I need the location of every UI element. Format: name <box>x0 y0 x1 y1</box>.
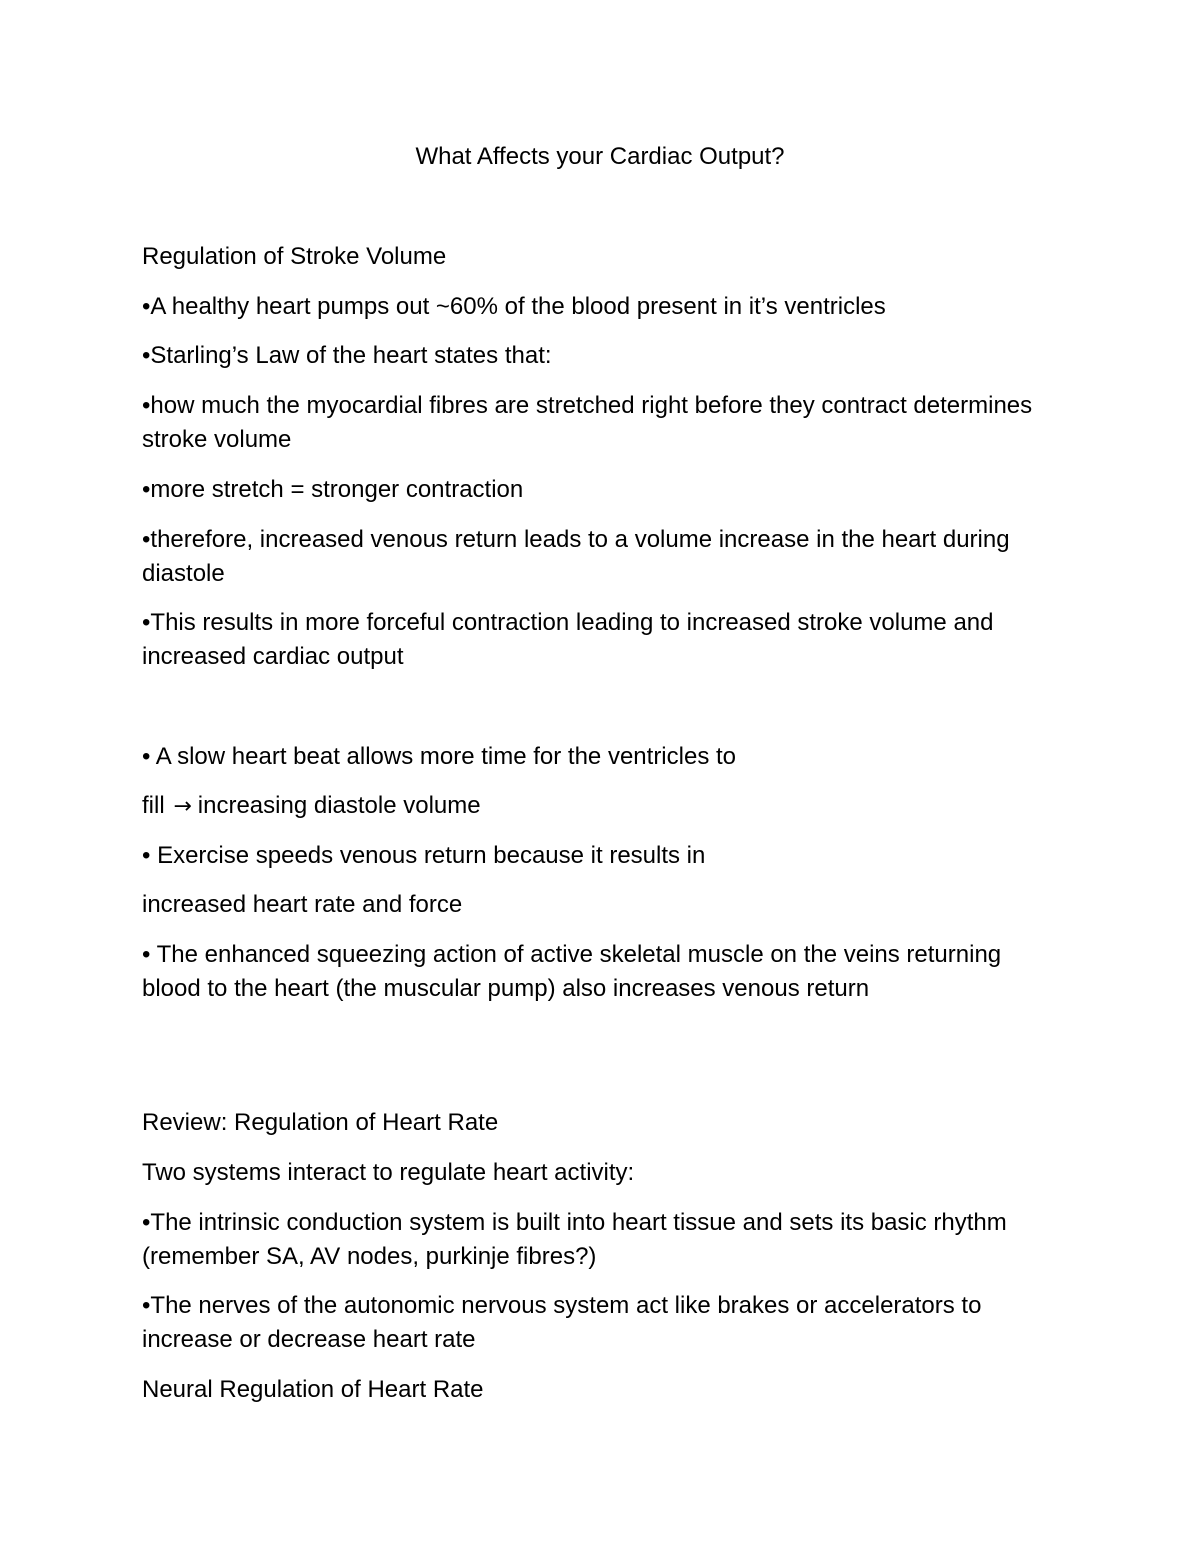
bullet-intrinsic-conduction: •The intrinsic conduction system is built into heart tissue and sets its basic rhythm (remember SA, AV nodes, purkinje fibres?) <box>142 1209 1007 1270</box>
section-heading-neural-regulation: Neural Regulation of Heart Rate <box>142 1376 484 1403</box>
bullet-muscular-pump: • The enhanced squeezing action of active skeletal muscle on the veins returning blood to the heart (the muscular pump) also increases venous return <box>142 941 1002 1002</box>
two-systems-intro: Two systems interact to regulate heart activity: <box>142 1159 635 1186</box>
exercise-continuation: increased heart rate and force <box>142 891 463 918</box>
fill-text: fill <box>142 792 165 819</box>
bullet-slow-heart-beat: • A slow heart beat allows more time for the ventricles to <box>142 743 736 770</box>
section-heading-heart-rate: Review: Regulation of Heart Rate <box>142 1109 499 1136</box>
bullet-autonomic-nerves: •The nerves of the autonomic nervous system act like brakes or accelerators to increase or decrease heart rate <box>142 1292 982 1353</box>
bullet-myocardial-stretch: •how much the myocardial fibres are stretched right before they contract determines stroke volume <box>142 392 1033 453</box>
slow-heart-beat-continuation <box>142 789 1062 824</box>
bullet-forceful-contraction: •This results in more forceful contraction leading to increased stroke volume and increased cardiac output <box>142 609 994 670</box>
bullet-venous-return: •therefore, increased venous return leads to a volume increase in the heart during diastole <box>142 526 1010 587</box>
diastole-volume-text: increasing diastole volume <box>197 792 481 819</box>
right-arrow-icon: → <box>173 794 192 819</box>
bullet-starlings-law: •Starling’s Law of the heart states that: <box>142 342 552 369</box>
section-heading-stroke-volume: Regulation of Stroke Volume <box>142 243 447 270</box>
page-title: What Affects your Cardiac Output? <box>415 143 785 170</box>
bullet-healthy-heart: •A healthy heart pumps out ~60% of the blood present in it’s ventricles <box>142 293 886 320</box>
bullet-exercise: • Exercise speeds venous return because it results in <box>142 842 706 869</box>
bullet-more-stretch: •more stretch = stronger contraction <box>142 476 524 503</box>
